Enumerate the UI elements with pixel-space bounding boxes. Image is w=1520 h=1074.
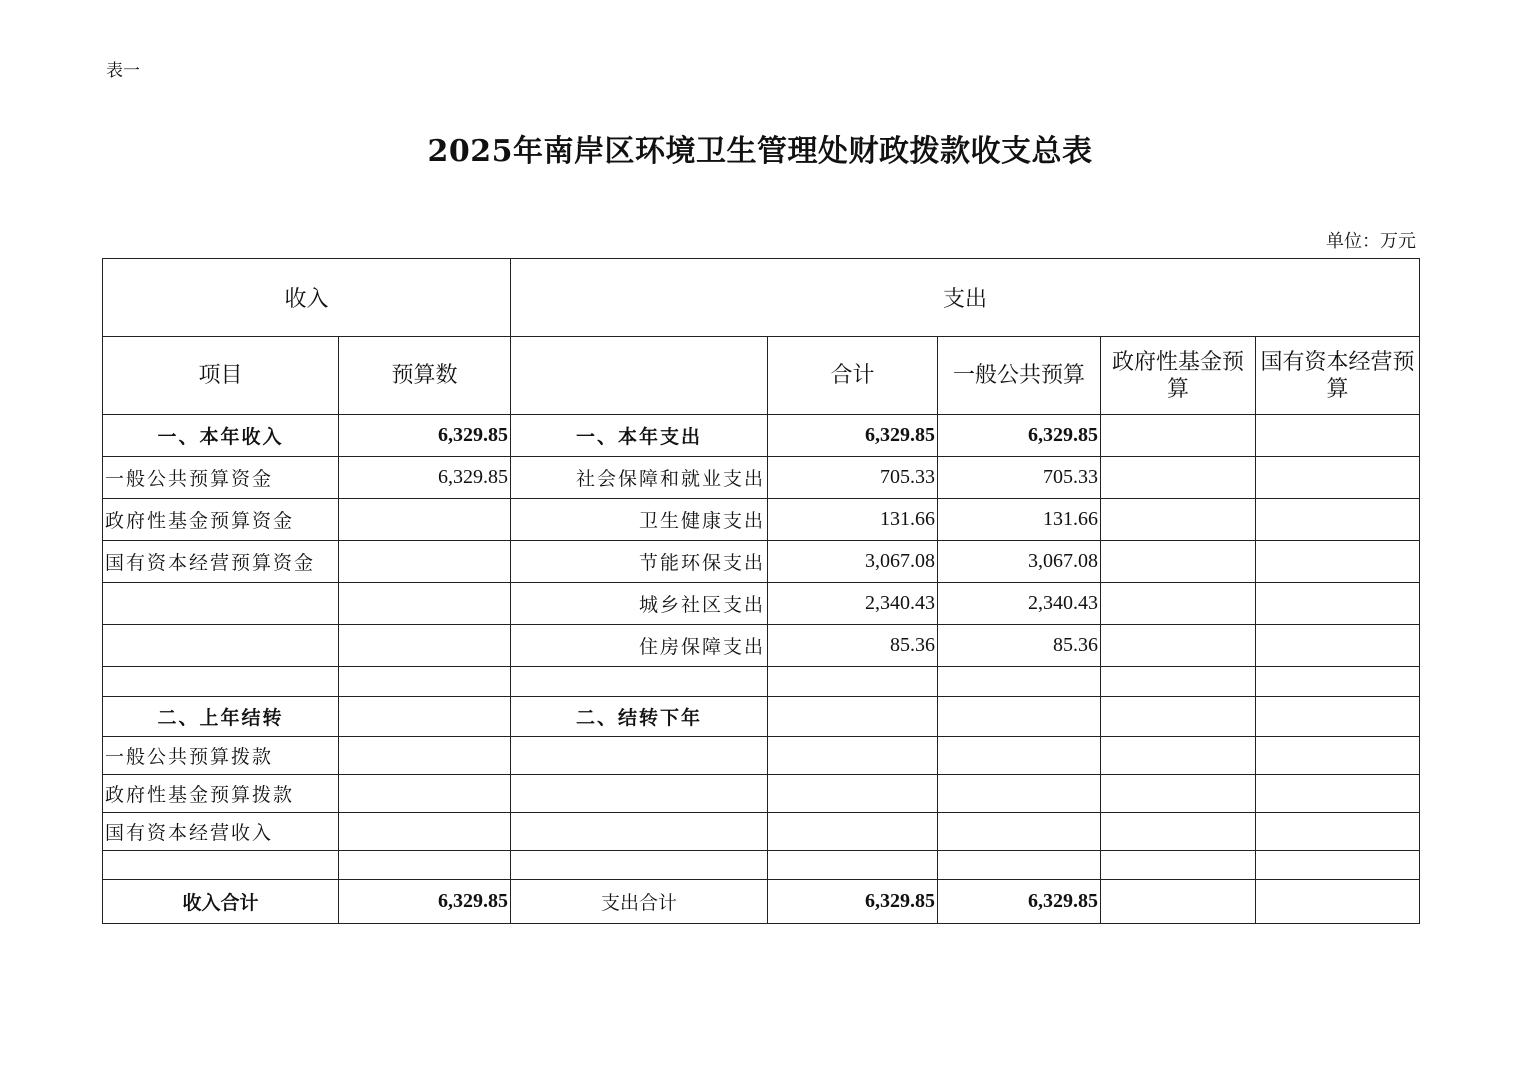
page-title: 2025年南岸区环境卫生管理处财政拨款收支总表	[427, 134, 1093, 169]
expense-total-amount: 6,329.85	[768, 880, 938, 924]
income-item: 国有资本经营预算资金	[103, 541, 339, 583]
income-item: 一般公共预算资金	[103, 457, 339, 499]
total-amount: 131.66	[768, 499, 938, 541]
income-item: 政府性基金预算资金	[103, 499, 339, 541]
capital-amount	[1256, 625, 1420, 667]
capital-amount	[1256, 457, 1420, 499]
capital-amount	[1256, 667, 1420, 697]
expense-item	[511, 667, 768, 697]
capital-amount	[1256, 813, 1420, 851]
income-budget-header: 预算数	[339, 337, 511, 415]
table-row	[103, 625, 1420, 667]
section-header-row	[103, 259, 1420, 337]
fund-amount	[1101, 625, 1256, 667]
income-amount	[339, 499, 511, 541]
income-amount	[339, 625, 511, 667]
expense-item: 二、结转下年	[511, 697, 768, 737]
total-amount	[768, 737, 938, 775]
fund-amount	[1101, 667, 1256, 697]
total-amount	[768, 775, 938, 813]
fund-amount	[1101, 499, 1256, 541]
total-amount	[768, 667, 938, 697]
expense-item	[511, 775, 768, 813]
capital-amount	[1256, 499, 1420, 541]
gov-fund-header: 政府性基金预算	[1101, 337, 1256, 415]
fund-amount	[1101, 541, 1256, 583]
totals-row	[103, 880, 1420, 924]
income-amount	[339, 851, 511, 880]
general-amount: 705.33	[938, 457, 1101, 499]
table-row	[103, 541, 1420, 583]
expense-item: 节能环保支出	[511, 541, 768, 583]
general-public-header: 一般公共预算	[938, 337, 1101, 415]
income-amount	[339, 775, 511, 813]
expense-item	[511, 851, 768, 880]
table-row	[103, 499, 1420, 541]
fund-amount	[1101, 457, 1256, 499]
income-item	[103, 583, 339, 625]
capital-amount	[1256, 415, 1420, 457]
general-amount: 85.36	[938, 625, 1101, 667]
income-item: 二、上年结转	[103, 697, 339, 737]
income-amount	[339, 541, 511, 583]
expense-item	[511, 813, 768, 851]
capital-amount	[1256, 583, 1420, 625]
fund-amount	[1101, 813, 1256, 851]
general-amount: 6,329.85	[938, 415, 1101, 457]
total-amount: 2,340.43	[768, 583, 938, 625]
income-amount	[339, 583, 511, 625]
income-amount	[339, 667, 511, 697]
total-amount: 85.36	[768, 625, 938, 667]
table-row	[103, 737, 1420, 775]
fund-amount	[1101, 775, 1256, 813]
fund-amount	[1101, 851, 1256, 880]
expense-item	[511, 737, 768, 775]
expense-group-header: 支出	[511, 259, 1420, 337]
table-row	[103, 775, 1420, 813]
total-amount: 705.33	[768, 457, 938, 499]
general-amount: 3,067.08	[938, 541, 1101, 583]
table-row	[103, 583, 1420, 625]
total-amount: 3,067.08	[768, 541, 938, 583]
income-item: 一、本年收入	[103, 415, 339, 457]
expense-item: 城乡社区支出	[511, 583, 768, 625]
total-header: 合计	[768, 337, 938, 415]
income-amount	[339, 737, 511, 775]
column-header-row	[103, 337, 1420, 415]
total-amount: 6,329.85	[768, 415, 938, 457]
expense-total-label: 支出合计	[511, 880, 768, 924]
budget-table	[102, 258, 1420, 924]
capital-amount	[1256, 541, 1420, 583]
table-row	[103, 697, 1420, 737]
income-total-label: 收入合计	[103, 880, 339, 924]
expense-item: 社会保障和就业支出	[511, 457, 768, 499]
income-total-amount: 6,329.85	[339, 880, 511, 924]
general-amount: 2,340.43	[938, 583, 1101, 625]
expense-item: 卫生健康支出	[511, 499, 768, 541]
income-item-header: 项目	[103, 337, 339, 415]
general-amount	[938, 737, 1101, 775]
total-amount	[768, 851, 938, 880]
state-capital-header: 国有资本经营预算	[1256, 337, 1420, 415]
income-amount: 6,329.85	[339, 415, 511, 457]
capital-amount	[1256, 775, 1420, 813]
total-amount	[768, 813, 938, 851]
income-item	[103, 667, 339, 697]
general-total-amount: 6,329.85	[938, 880, 1101, 924]
general-amount	[938, 667, 1101, 697]
general-amount: 131.66	[938, 499, 1101, 541]
fund-total-amount	[1101, 880, 1256, 924]
fund-amount	[1101, 583, 1256, 625]
table-number: 表一	[106, 61, 140, 81]
income-item: 一般公共预算拨款	[103, 737, 339, 775]
expense-item-header	[511, 337, 768, 415]
total-amount	[768, 697, 938, 737]
capital-amount	[1256, 737, 1420, 775]
income-item: 政府性基金预算拨款	[103, 775, 339, 813]
income-group-header: 收入	[103, 259, 511, 337]
income-item	[103, 851, 339, 880]
table-row	[103, 457, 1420, 499]
expense-item: 住房保障支出	[511, 625, 768, 667]
general-amount	[938, 851, 1101, 880]
table-row	[103, 415, 1420, 457]
fund-amount	[1101, 737, 1256, 775]
table-row	[103, 813, 1420, 851]
income-amount: 6,329.85	[339, 457, 511, 499]
income-item	[103, 625, 339, 667]
capital-amount	[1256, 697, 1420, 737]
capital-amount	[1256, 851, 1420, 880]
general-amount	[938, 697, 1101, 737]
income-amount	[339, 813, 511, 851]
unit-label: 单位：万元	[1326, 231, 1416, 252]
capital-total-amount	[1256, 880, 1420, 924]
fund-amount	[1101, 415, 1256, 457]
table-row	[103, 851, 1420, 880]
general-amount	[938, 775, 1101, 813]
income-item: 国有资本经营收入	[103, 813, 339, 851]
expense-item: 一、本年支出	[511, 415, 768, 457]
table-row	[103, 667, 1420, 697]
income-amount	[339, 697, 511, 737]
general-amount	[938, 813, 1101, 851]
fund-amount	[1101, 697, 1256, 737]
